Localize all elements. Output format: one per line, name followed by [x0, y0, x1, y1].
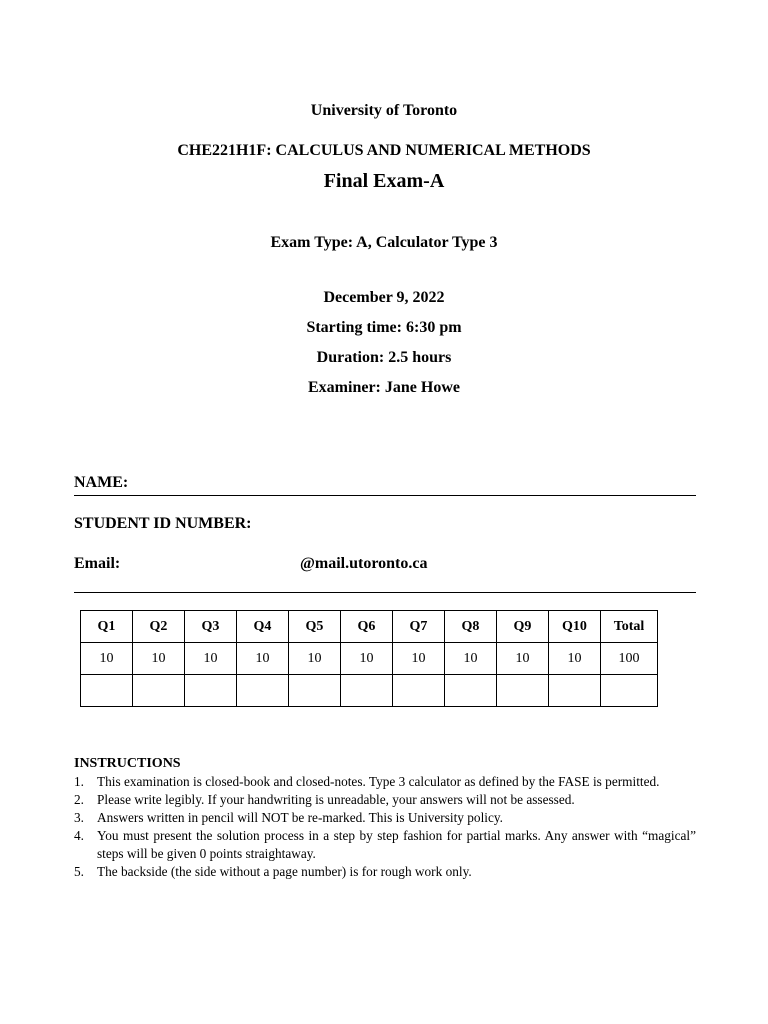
marks-score-row: [81, 675, 658, 707]
score-cell[interactable]: [341, 675, 393, 707]
score-cell[interactable]: [185, 675, 237, 707]
marks-header-cell: Q10: [549, 611, 601, 643]
instruction-text: The backside (the side without a page number) is for rough work only.: [97, 864, 472, 879]
marks-header-cell: Q3: [185, 611, 237, 643]
instructions-list: [74, 773, 696, 881]
instruction-item: [74, 809, 696, 827]
max-points-cell: 10: [289, 643, 341, 675]
max-points-cell: 10: [445, 643, 497, 675]
marks-header-cell: Q6: [341, 611, 393, 643]
max-points-cell: 10: [341, 643, 393, 675]
marks-header-cell: Total: [601, 611, 658, 643]
instruction-item: [74, 827, 696, 863]
exam-duration: Duration: 2.5 hours: [316, 349, 452, 366]
max-points-cell: 10: [237, 643, 289, 675]
max-points-cell: 10: [185, 643, 237, 675]
exam-title: Final Exam-A: [323, 170, 445, 192]
email-line[interactable]: [74, 592, 696, 593]
marks-header-cell: Q8: [445, 611, 497, 643]
marks-header-cell: Q1: [81, 611, 133, 643]
score-cell[interactable]: [237, 675, 289, 707]
max-points-cell: 100: [601, 643, 658, 675]
score-cell[interactable]: [445, 675, 497, 707]
name-line[interactable]: [74, 495, 696, 496]
examiner: Examiner: Jane Howe: [308, 379, 460, 396]
email-label: Email:: [74, 555, 121, 572]
max-points-cell: 10: [393, 643, 445, 675]
instruction-number: 4.: [74, 828, 84, 843]
score-cell[interactable]: [393, 675, 445, 707]
marks-header-cell: Q4: [237, 611, 289, 643]
instructions-title: INSTRUCTIONS: [74, 756, 181, 771]
instruction-text: Answers written in pencil will NOT be re-marked. This is University policy.: [97, 810, 503, 825]
instruction-text: Please write legibly. If your handwriting is unreadable, your answers will not be assessed.: [97, 792, 575, 807]
marks-header-cell: Q7: [393, 611, 445, 643]
max-points-cell: 10: [133, 643, 185, 675]
instruction-item: [74, 791, 696, 809]
name-label: NAME:: [74, 474, 129, 491]
instruction-text: This examination is closed-book and closed-notes. Type 3 calculator as defined by the FASE is permitted.: [97, 774, 660, 789]
score-cell[interactable]: [289, 675, 341, 707]
instruction-number: 3.: [74, 810, 84, 825]
course-title: CHE221H1F: CALCULUS AND NUMERICAL METHODS: [177, 142, 591, 159]
marks-table: [80, 610, 658, 707]
exam-date: December 9, 2022: [323, 289, 445, 306]
marks-max-row: [81, 643, 658, 675]
marks-header-row: [81, 611, 658, 643]
score-cell[interactable]: [81, 675, 133, 707]
exam-type: Exam Type: A, Calculator Type 3: [270, 234, 498, 251]
max-points-cell: 10: [549, 643, 601, 675]
score-cell[interactable]: [549, 675, 601, 707]
start-time: Starting time: 6:30 pm: [306, 319, 462, 336]
max-points-cell: 10: [81, 643, 133, 675]
instruction-item: [74, 863, 696, 881]
score-cell[interactable]: [497, 675, 549, 707]
marks-header-cell: Q5: [289, 611, 341, 643]
email-domain: @mail.utoronto.ca: [300, 555, 428, 572]
instruction-number: 2.: [74, 792, 84, 807]
university-name: University of Toronto: [310, 102, 458, 119]
instruction-text: You must present the solution process in a step by step fashion for partial marks. Any answer with “magical” steps will be given 0 points straightaway.: [97, 828, 696, 861]
instruction-item: [74, 773, 696, 791]
instruction-number: 5.: [74, 864, 84, 879]
score-cell[interactable]: [601, 675, 658, 707]
instruction-number: 1.: [74, 774, 84, 789]
marks-header-cell: Q9: [497, 611, 549, 643]
student-id-label: STUDENT ID NUMBER:: [74, 515, 252, 532]
marks-header-cell: Q2: [133, 611, 185, 643]
score-cell[interactable]: [133, 675, 185, 707]
max-points-cell: 10: [497, 643, 549, 675]
